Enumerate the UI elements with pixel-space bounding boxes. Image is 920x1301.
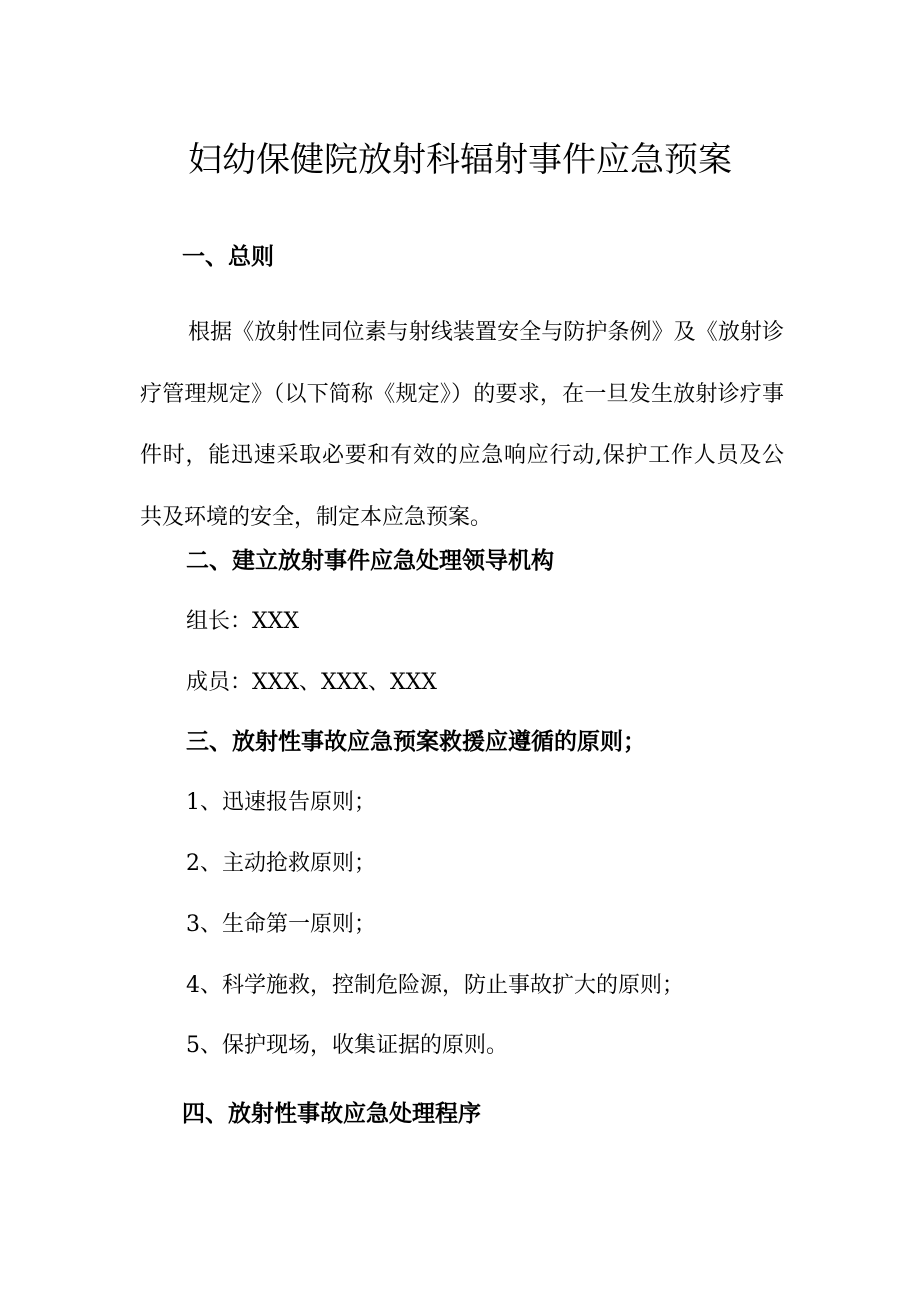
general-paragraph: 根据《放射性同位素与射线装置安全与防护条例》及《放射诊疗管理规定》（以下简称《规定》）的要求，在一旦发生放射诊疗事件时，能迅速采取必要和有效的应急响应行动,保护工作人员及公共及环境的安全，制定本应急预案。 — [140, 320, 784, 530]
document-title: 妇幼保健院放射科辐射事件应急预案 — [188, 140, 732, 180]
list-item: 3、生命第一原则； — [186, 912, 376, 937]
list-item: 2、主动抢救原则； — [186, 851, 376, 876]
section-heading-procedure: 四、放射性事故应急处理程序 — [182, 1101, 481, 1127]
list-item: 4、科学施救，控制危险源，防止事故扩大的原则； — [186, 973, 684, 998]
section-heading-leadership: 二、建立放射事件应急处理领导机构 — [186, 548, 554, 574]
section-heading-general: 一、总则 — [182, 244, 274, 270]
leader-line: 组长：XXX — [186, 609, 299, 634]
list-item: 5、保护现场，收集证据的原则。 — [186, 1033, 508, 1058]
list-item: 1、迅速报告原则； — [186, 790, 376, 815]
members-line: 成员：XXX、XXX、XXX — [186, 670, 437, 695]
section-heading-principles: 三、放射性事故应急预案救援应遵循的原则； — [186, 729, 646, 755]
